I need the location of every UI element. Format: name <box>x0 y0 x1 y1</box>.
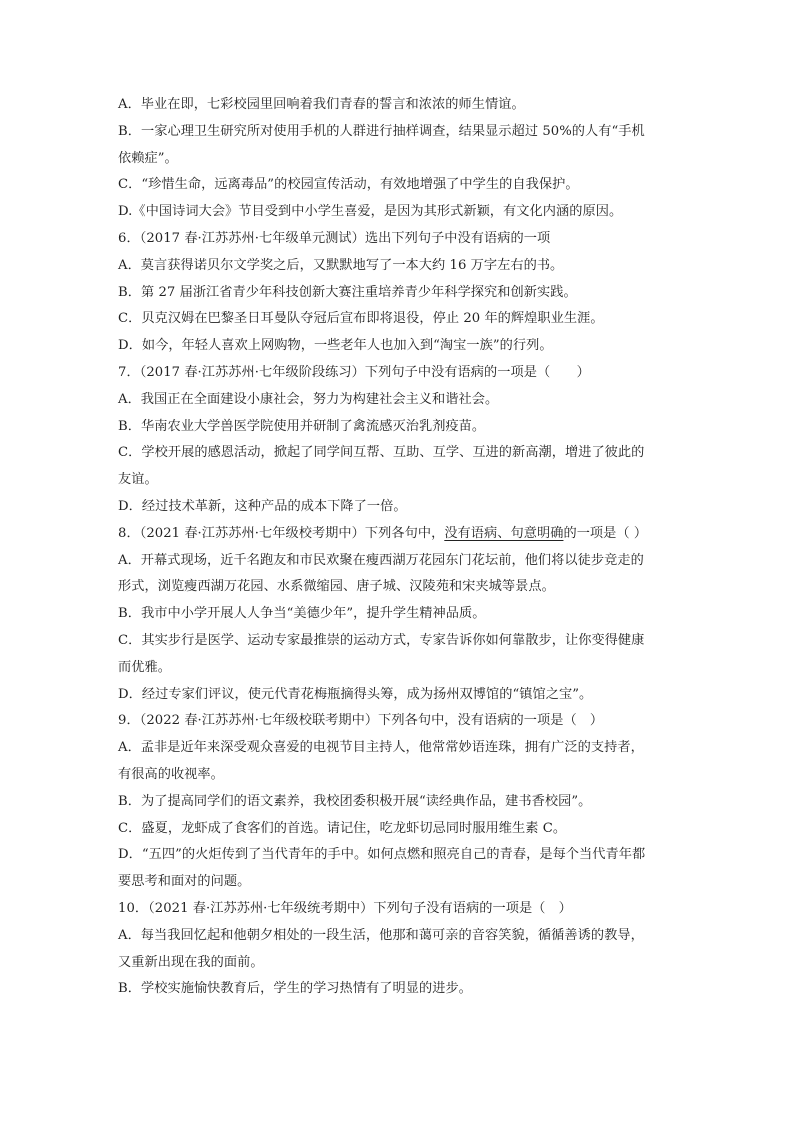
question-6: 6．（2017 春·江苏苏州·七年级单元测试）选出下列句子中没有语病的一项 <box>118 230 551 246</box>
q6-option-d: D．如今，年轻人喜欢上网购物，一些老年人也加入到“淘宝一族”的行列。 <box>118 338 553 354</box>
q8-option-b: B．我市中小学开展人人争当“美德少年”，提升学生精神品质。 <box>118 606 486 622</box>
q9-option-a-cont: 有很高的收视率。 <box>118 766 224 782</box>
q6-option-b: B．第 27 届浙江省青少年科技创新大赛注重培养青少年科学探究和创新实践。 <box>118 284 577 300</box>
question-10: 10．（2021 春·江苏苏州·七年级统考期中）下列句子没有语病的一项是（ ） <box>118 900 572 916</box>
q7-option-c: C．学校开展的感恩活动，掀起了同学间互帮、互助、互学、互进的新高潮，增进了彼此的 <box>118 445 645 461</box>
q8-stem-start: 8．（2021 春·江苏苏州·七年级校考期中）下列各句中， <box>118 525 445 541</box>
question-7: 7．（2017 春·江苏苏州·七年级阶段练习）下列句子中没有语病的一项是（ ） <box>118 364 590 380</box>
q7-option-a: A．我国正在全面建设小康社会，努力为构建社会主义和谐社会。 <box>118 391 499 407</box>
q8-option-c: C．其实步行是医学、运动专家最推崇的运动方式，专家告诉你如何靠散步，让你变得健康 <box>118 632 645 648</box>
q10-option-a-cont: 又重新出现在我的面前。 <box>118 954 264 970</box>
q8-underlined-phrase: 没有语病、句意明确 <box>444 525 564 541</box>
option-b: B．一家心理卫生研究所对使用手机的人群进行抽样调查，结果显示超过 50%的人有“手机 <box>118 123 645 139</box>
q10-option-b: B．学校实施愉快教育后，学生的学习热情有了明显的进步。 <box>118 981 472 997</box>
option-c: C．“珍惜生命，远离毒品”的校园宣传活动，有效地增强了中学生的自我保护。 <box>118 177 579 193</box>
q8-stem-end: 的一项是（ ） <box>563 525 648 541</box>
question-8 <box>118 521 684 548</box>
q9-option-b: B．为了提高同学们的语文素养，我校团委积极开展“读经典作品，建书香校园”。 <box>118 793 592 809</box>
q8-option-a: A．开幕式现场，近千名跑友和市民欢聚在瘦西湖万花园东门花坛前，他们将以徒步竞走的 <box>118 552 644 568</box>
question-9: 9．（2022 春·江苏苏州·七年级校联考期中）下列各句中，没有语病的一项是（ ） <box>118 713 604 729</box>
q8-option-a-cont: 形式，浏览瘦西湖万花园、水系微缩园、唐子城、汉陵苑和宋夹城等景点。 <box>118 579 555 595</box>
q7-option-d: D．经过技术革新，这种产品的成本下降了一倍。 <box>118 498 407 514</box>
q6-option-c: C．贝克汉姆在巴黎圣日耳曼队夺冠后宣布即将退役，停止 20 年的辉煌职业生涯。 <box>118 311 604 327</box>
q7-option-c-cont: 友谊。 <box>118 472 158 488</box>
q7-option-b: B．华南农业大学兽医学院使用并研制了禽流感灭治乳剂疫苗。 <box>118 418 486 434</box>
option-d: D.《中国诗词大会》节目受到中小学生喜爱，是因为其形式新颖，有文化内涵的原因。 <box>118 204 623 220</box>
q8-option-d: D．经过专家们评议，使元代青花梅瓶摘得头筹，成为扬州双博馆的“镇馆之宝”。 <box>118 686 593 702</box>
q8-option-c-cont: 而优雅。 <box>118 659 171 675</box>
option-a: A．毕业在即，七彩校园里回响着我们青春的誓言和浓浓的师生情谊。 <box>118 97 525 112</box>
q9-option-d-cont: 要思考和面对的问题。 <box>118 874 251 890</box>
q9-option-a: A．孟非是近年来深受观众喜爱的电视节目主持人，他常常妙语连珠，拥有广泛的支持者， <box>118 740 644 756</box>
option-b-cont: 依赖症”。 <box>118 150 178 166</box>
q9-option-d: D．“五四”的火炬传到了当代青年的手中。如何点燃和照亮自己的青春，是每个当代青年都 <box>118 847 646 863</box>
document-body <box>118 92 684 1003</box>
q10-option-a: A．每当我回忆起和他朝夕相处的一段生活，他那和蔼可亲的音容笑貌，循循善诱的教导， <box>118 927 644 943</box>
q9-option-c: C．盛夏，龙虾成了食客们的首选。请记住，吃龙虾切忌同时服用维生素 C。 <box>118 820 567 836</box>
q6-option-a: A．莫言获得诺贝尔文学奖之后，又默默地写了一本大约 16 万字左右的书。 <box>118 257 564 273</box>
